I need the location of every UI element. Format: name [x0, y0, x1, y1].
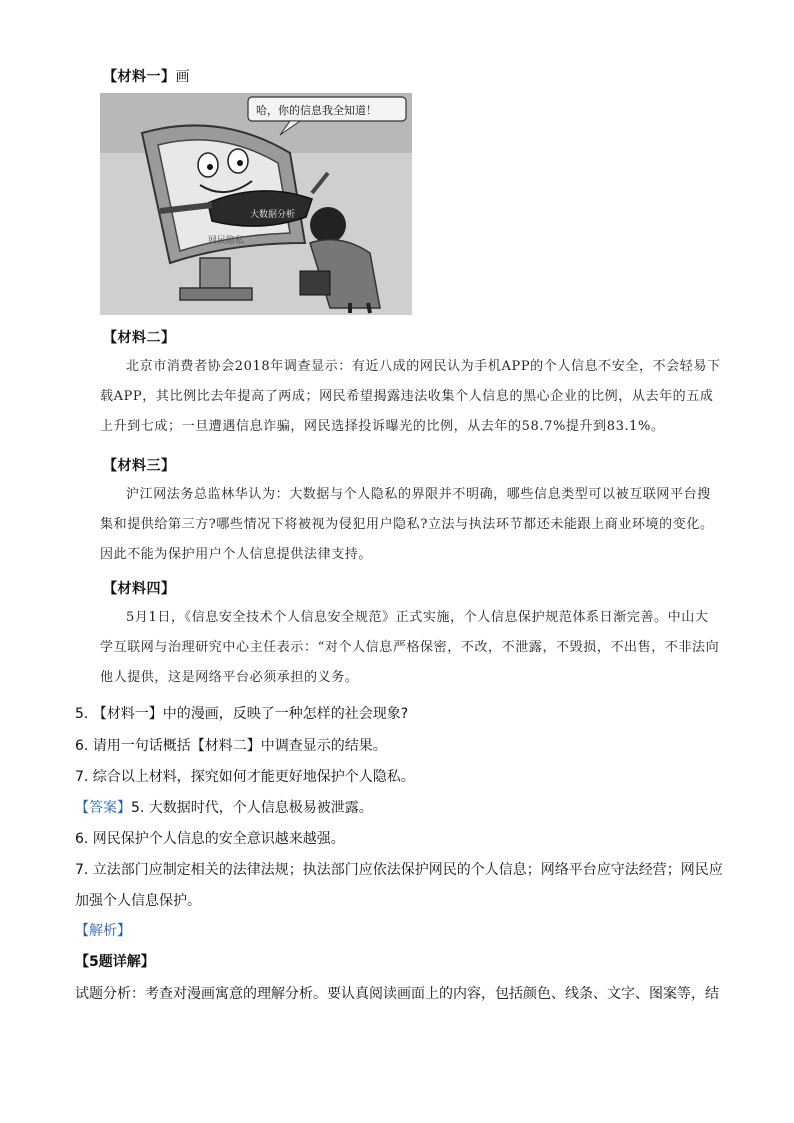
material-1-title: 【材料一】: [103, 69, 176, 85]
question-5: 5. 【材料一】中的漫画，反映了一种怎样的社会现象?: [75, 706, 409, 722]
screen-text: 网民隐私: [208, 236, 245, 246]
cartoon-image: [100, 93, 412, 315]
bowl-text: 大数据分析: [250, 210, 296, 220]
material-2-title: 【材料二】: [103, 330, 176, 346]
person-head: [310, 207, 346, 243]
material-4-title: 【材料四】: [103, 581, 176, 597]
briefcase: [300, 271, 330, 295]
question-7: 7. 综合以上材料，探究如何才能更好地保护个人隐私。: [75, 769, 415, 785]
detail-5-title: 【5题详解】: [75, 954, 155, 970]
material-3-title: 【材料三】: [103, 458, 176, 474]
answer-5-line: [75, 797, 373, 817]
analysis-label: 【解析】: [75, 923, 131, 939]
material-4-text: 5月1日，《信息安全技术个人信息安全规范》正式实施，个人信息保护规范体系日渐完善。中山大学互联网与治理研究中心主任表示：“对个人信息严格保密，不改，不泄露，不毁损，不出售，不非法向他人提供，这是网络平台必须承担的义务。: [100, 610, 720, 685]
material-2-text: 北京市消费者协会2018年调查显示：有近八成的网民认为手机APP的个人信息不安全，不会轻易下载APP，其比例比去年提高了两成；网民希望揭露违法收集个人信息的黑心企业的比例，从去年的五成上升到七成；一旦遭遇信息诈骗，网民选择投诉曝光的比例，从去年的58.7%提升到83.1%。: [100, 359, 721, 434]
answer-7-line-2: 加强个人信息保护。: [75, 893, 201, 909]
answer-5: 5. 大数据时代，个人信息极易被泄露。: [131, 800, 373, 816]
answer-label: 【答案】: [75, 800, 131, 816]
question-6: 6. 请用一句话概括【材料二】中调查显示的结果。: [75, 738, 387, 754]
speech-text: 哈，你的信息我全知道！: [256, 104, 377, 117]
material-1-suffix: 画: [175, 69, 190, 85]
detail-5-text: 试题分析：考查对漫画寓意的理解分析。要认真阅读画面上的内容，包括颜色、线条、文字、图案等，结: [75, 986, 719, 1002]
material-1-heading: [103, 66, 190, 86]
material-3-text: 沪江网法务总监林华认为：大数据与个人隐私的界限并不明确，哪些信息类型可以被互联网平台搜集和提供给第三方?哪些情况下将被视为侵犯用户隐私?立法与执法环节都还未能跟上商业环境的变化。因此不能为保护用户个人信息提供法律支持。: [100, 487, 714, 562]
answer-6: 6. 网民保护个人信息的安全意识越来越强。: [75, 831, 345, 847]
answer-7-line-1: 7. 立法部门应制定相关的法律法规；执法部门应依法保护网民的个人信息；网络平台应守法经营；网民应: [75, 862, 723, 878]
